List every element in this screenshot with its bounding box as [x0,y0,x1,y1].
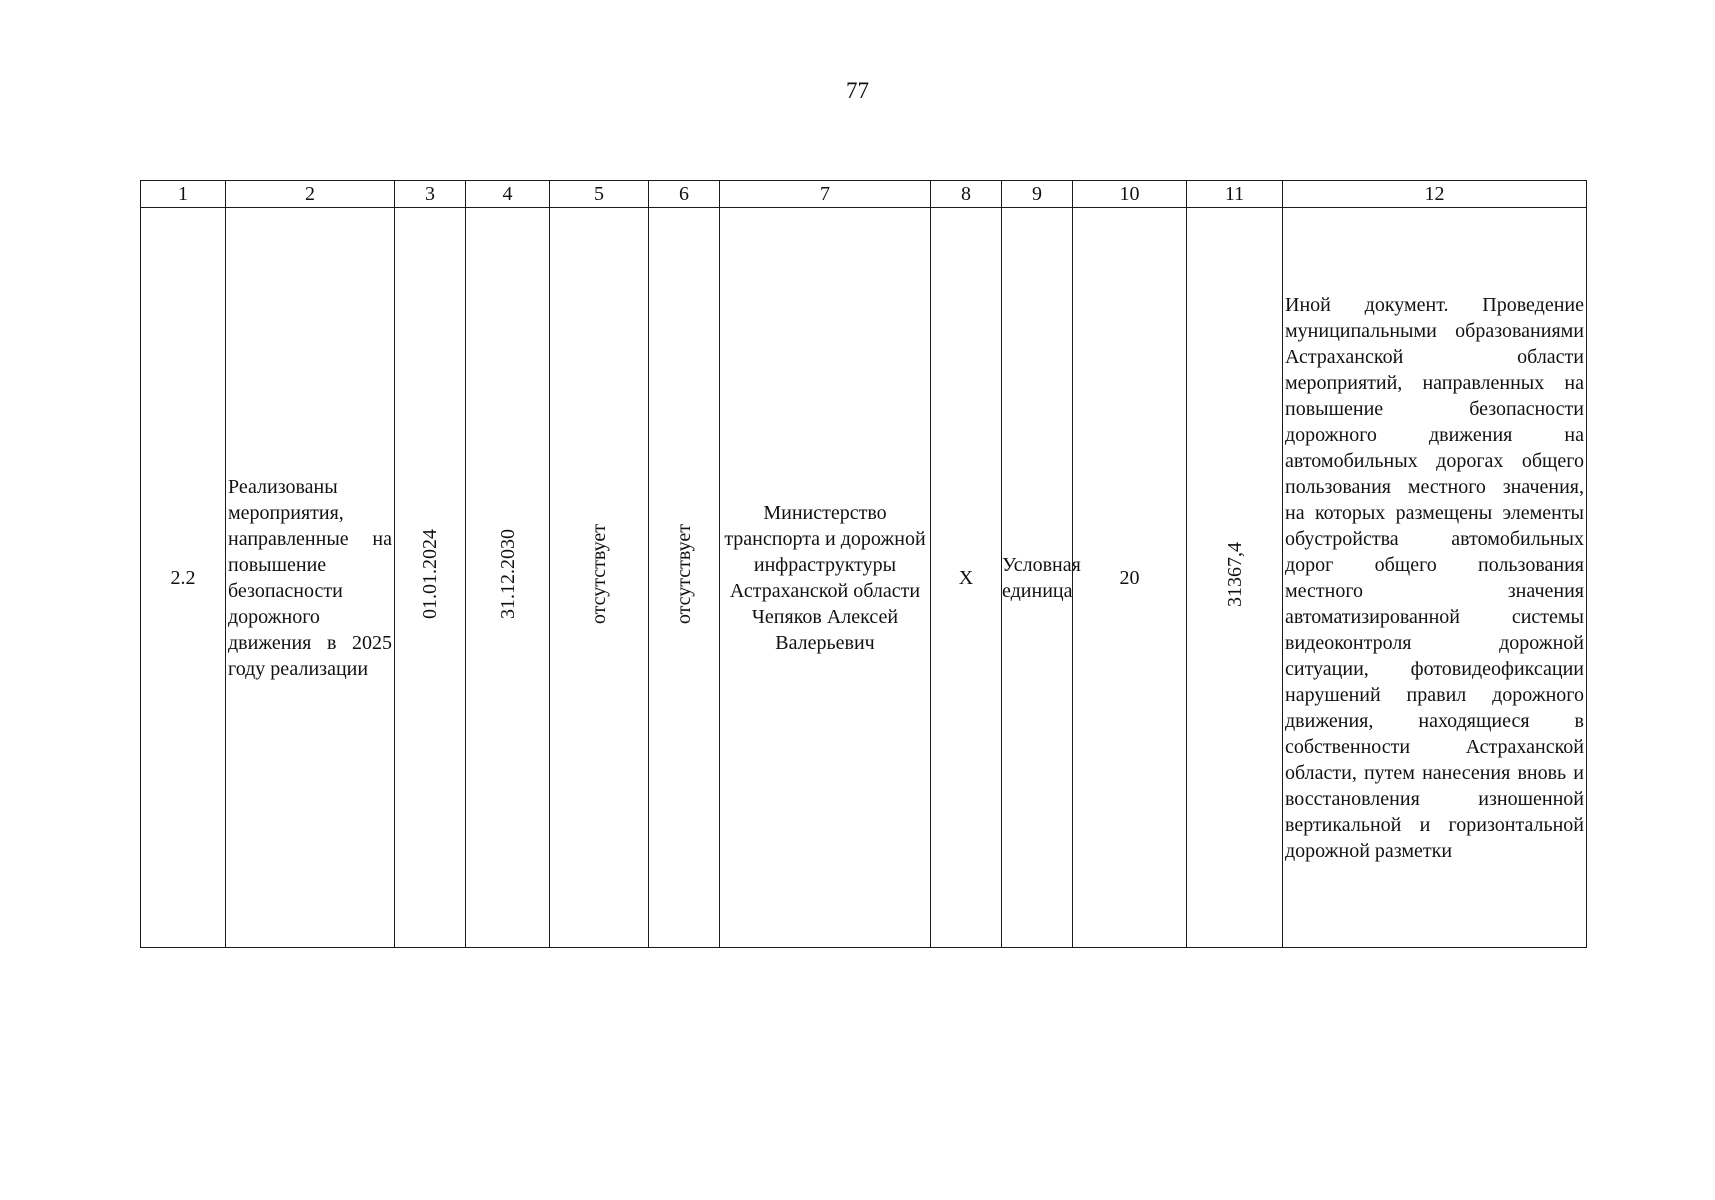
cell-col5 [550,208,649,948]
cell-amount [1187,208,1283,948]
cell-responsible [720,208,931,948]
cell-start-date [395,208,466,948]
cell-document [1283,208,1587,948]
header-col-9: 9 [1002,181,1073,208]
cell-number: 2.2 [141,208,226,948]
header-col-4: 4 [466,181,550,208]
cell-result-description: Реализованы мероприятия, направленные на повышение безопасности дорожного движения в 2025 году реализации [226,208,395,948]
cell-end-date [466,208,550,948]
cell-value: 20 [1073,208,1187,948]
page-number: 77 [846,78,869,103]
header-col-2: 2 [226,181,395,208]
responsible-organization: Министерство транспорта и дорожной инфраструктуры Астраханской области [724,501,926,602]
measures-table [140,180,1587,948]
header-col-5: 5 [550,181,649,208]
header-row [141,181,1587,208]
header-col-8: 8 [931,181,1002,208]
responsible-person: Чепяков Алексей Валерьевич [751,605,899,654]
start-date-text: 01.01.2024 [419,529,441,619]
header-col-12: 12 [1283,181,1587,208]
header-col-1: 1 [141,181,226,208]
header-col-7: 7 [720,181,931,208]
col5-text: отсутствует [588,523,610,625]
header-col-3: 3 [395,181,466,208]
header-col-11: 11 [1187,181,1283,208]
cell-col8: Х [931,208,1002,948]
end-date-text: 31.12.2030 [496,529,519,619]
header-col-10: 10 [1073,181,1187,208]
col6-text: отсутствует [673,523,695,625]
document-description: Иной документ. Проведение муниципальными образованиями Астраханской области мероприятий, направленных на повышение безопасности дорожного движения на автомобильных дорогах общего пользования местного значения, на которых размещены элементы обустройства автомобильных дорог общего пользования местного значения автоматизированной системы видеоконтроля дорожной ситуации, фотовидеофиксации нарушений правил дорожного движения, находящиеся в собственности Астраханской области, путем нанесения вновь и восстановления изношенной вертикальной и горизонтальной дорожной разметки [1285,293,1584,862]
header-col-6: 6 [649,181,720,208]
cell-col6 [649,208,720,948]
table-row [141,208,1587,948]
amount-text: 31367,4 [1223,541,1246,607]
cell-unit: Условная единица [1002,208,1073,948]
